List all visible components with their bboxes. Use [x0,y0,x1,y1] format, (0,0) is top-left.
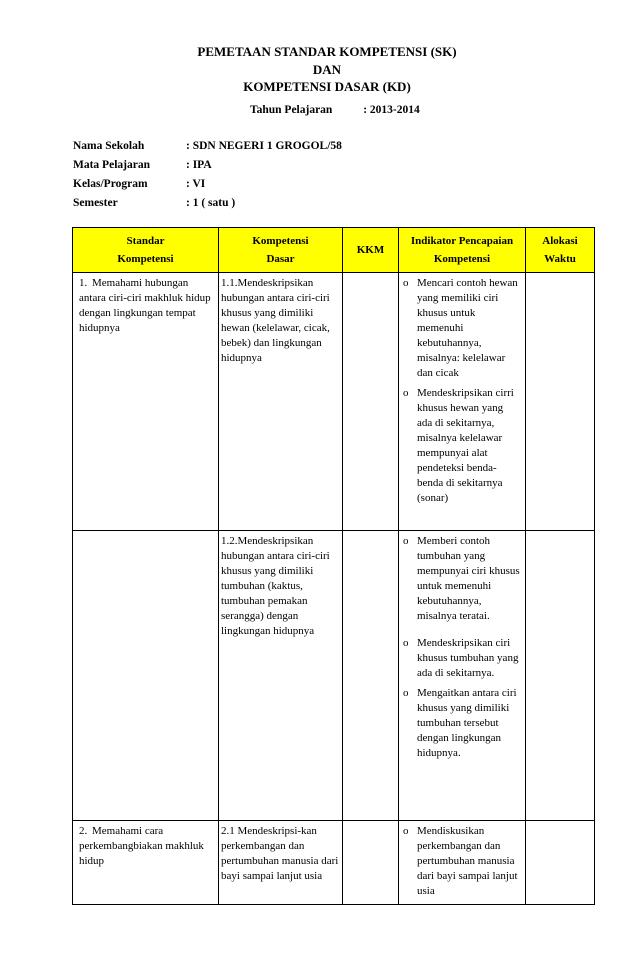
academic-year [250,104,420,116]
sk-number: 2. [79,825,88,837]
school-info [73,140,342,216]
indicator-cell [399,821,526,905]
sk-cell [73,531,219,821]
header-kompetensi-dasar: Kompetensi Dasar [219,228,343,273]
alokasi-cell [526,531,595,821]
indicator-item: o Mendeskripsikan cirri khusus hewan yang ada di sekitarnya, misalnya kelelawar mempunyai alat pendeteksi benda-benda di sekitarnya (sonar) [403,387,514,504]
bullet-icon: o [403,277,409,289]
info-value: : VI [186,178,206,190]
kd-text: Mendeskripsi-kan perkembangan dan pertumbuhan manusia dari bayi sampai lanjut usia [221,825,339,882]
info-row [73,159,342,178]
bullet-icon: o [403,535,409,547]
kd-cell [219,273,343,531]
header-alokasi-waktu: Alokasi Waktu [526,228,595,273]
sk-text: Memahami hubungan antara ciri-ciri makhluk hidup dengan lingkungan tempat hidupnya [79,277,211,334]
info-row [73,178,342,197]
info-label: Nama Sekolah [73,140,145,152]
sk-text: Memahami cara perkembangbiakan makhluk hidup [79,825,204,867]
header-standar-kompetensi: Standar Kompetensi [73,228,219,273]
doc-title-line3: KOMPETENSI DASAR (KD) [243,79,411,94]
alokasi-cell [526,821,595,905]
kd-text: Mendeskripsikan hubungan antara ciri-ciri khusus yang dimiliki tumbuhan (kaktus, tumbuhan pemakan serangga) dengan lingkungan hidupnya [221,535,330,637]
indicator-item: o Mendeskripsikan ciri khusus tumbuhan yang ada di sekitarnya. [403,637,519,679]
header-kkm: KKM [343,228,399,273]
table-row [73,531,595,821]
table-row [73,273,595,531]
academic-year-value: : 2013-2014 [363,104,420,116]
indicator-cell [399,531,526,821]
info-value: : IPA [186,159,212,171]
kd-text: Mendeskripsikan hubungan antara ciri-ciri khusus yang dimiliki hewan (kelelawar, cicak, bebek) dan lingkungan hidupnya [221,277,330,364]
doc-title-line2: DAN [312,62,342,77]
competency-table [72,227,595,905]
indicator-item: o Mengaitkan antara ciri khusus yang dimiliki tumbuhan tersebut dengan lingkungan hidupnya. [403,687,517,759]
bullet-icon: o [403,637,409,649]
kd-number: 1.2. [221,535,238,547]
header-indikator: Indikator Pencapaian Kompetensi [399,228,526,273]
kkm-cell [343,273,399,531]
info-label: Kelas/Program [73,178,148,190]
info-row [73,140,342,159]
info-value: : SDN NEGERI 1 GROGOL/58 [186,140,342,152]
info-label: Mata Pelajaran [73,159,150,171]
table-row [73,821,595,905]
indicator-item: o Mendiskusikan perkembangan dan pertumbuhan manusia dari bayi sampai lanjut usia [403,825,518,897]
indicator-item: o Memberi contoh tumbuhan yang mempunyai ciri khusus untuk memenuhi kebutuhannya, misalnya teratai. [403,535,520,622]
kkm-cell [343,531,399,821]
kd-cell [219,531,343,821]
bullet-icon: o [403,825,409,837]
indicator-cell [399,273,526,531]
info-row [73,197,342,216]
indicator-item: o Mencari contoh hewan yang memiliki ciri khusus untuk memenuhi kebutuhannya, misalnya: kelelawar dan cicak [403,277,518,379]
kd-number: 2.1 [221,825,235,837]
bullet-icon: o [403,387,409,399]
sk-cell [73,273,219,531]
doc-title-line1: PEMETAAN STANDAR KOMPETENSI (SK) [197,44,457,59]
academic-year-label: Tahun Pelajaran [250,104,333,116]
kd-number: 1.1. [221,277,238,289]
kkm-cell [343,821,399,905]
sk-cell [73,821,219,905]
sk-number: 1. [79,277,88,289]
info-label: Semester [73,197,118,209]
kd-cell [219,821,343,905]
table-header-row [73,228,595,273]
info-value: : 1 ( satu ) [186,197,236,209]
bullet-icon: o [403,687,409,699]
alokasi-cell [526,273,595,531]
